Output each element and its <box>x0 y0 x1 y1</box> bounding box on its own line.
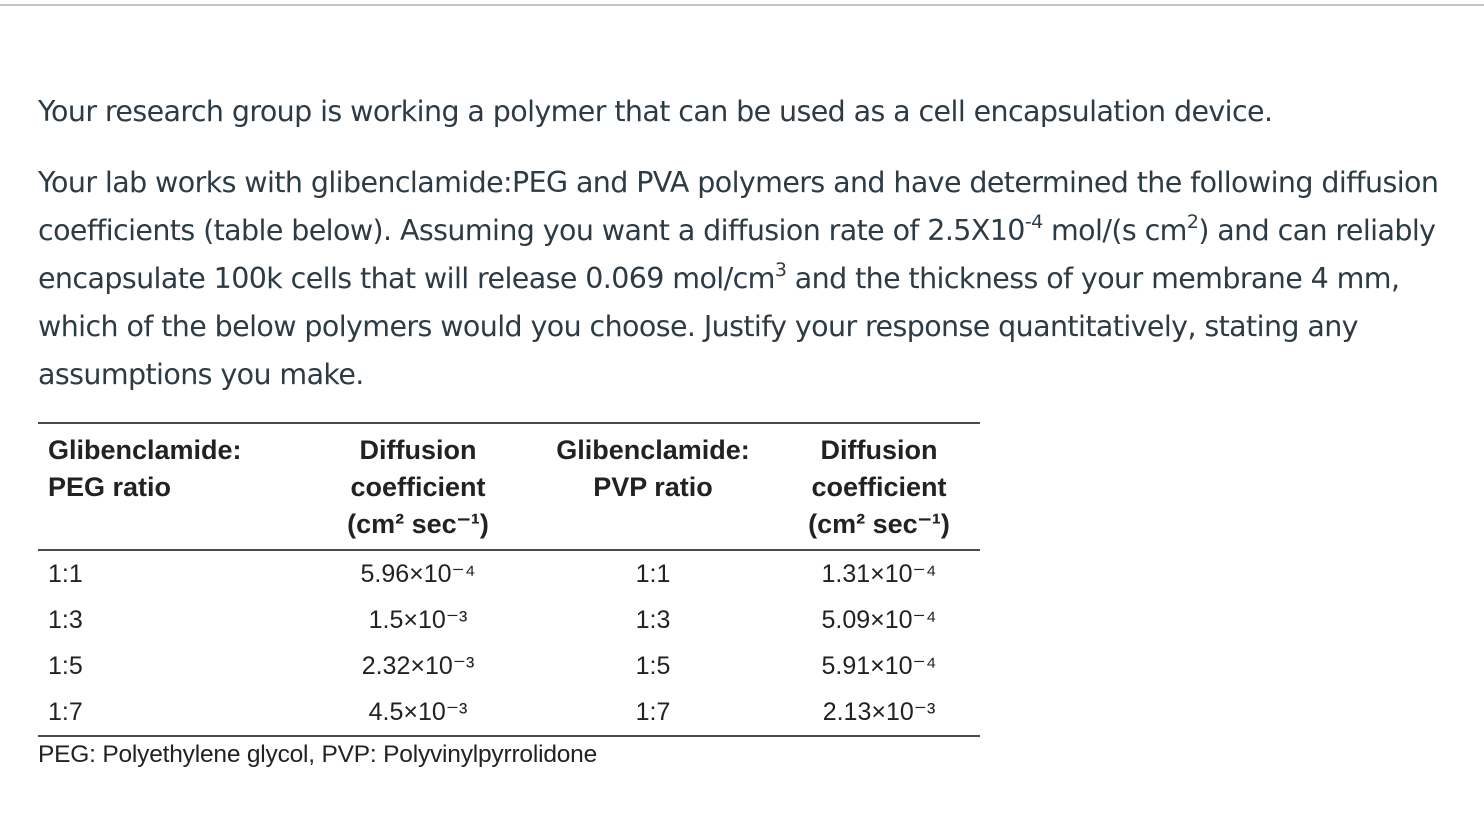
question-part-2: mol/(s cm <box>1042 214 1187 247</box>
peg-coefficient-cell: 4.5×10⁻³ <box>368 698 468 726</box>
header-peg-ratio: Glibenclamide: PEG ratio <box>48 435 242 502</box>
peg-coefficient-cell: 1.5×10⁻³ <box>368 606 468 634</box>
table-row <box>38 597 980 643</box>
intro-paragraph: Your research group is working a polymer that can be used as a cell encapsulation device. <box>38 95 1273 128</box>
question-text <box>38 88 1448 399</box>
pvp-ratio-cell: 1:1 <box>635 559 671 588</box>
pvp-ratio-cell: 1:7 <box>635 697 671 726</box>
exponent-area: 2 <box>1186 211 1199 233</box>
pvp-ratio-cell: 1:3 <box>635 605 671 634</box>
question-part-1: Your lab works with glibenclamide:PEG and PVA polymers and have determined the following diffusion coefficients (table below). Assuming you want a diffusion rate of 2.5X10 <box>38 166 1439 247</box>
peg-ratio-cell: 1:5 <box>48 651 83 680</box>
header-pvp-ratio: Glibenclamide: PVP ratio <box>556 435 750 502</box>
peg-coefficient-cell: 2.32×10⁻³ <box>361 652 475 680</box>
peg-coefficient-cell: 5.96×10⁻⁴ <box>360 560 476 588</box>
exponent-rate: -4 <box>1024 211 1043 233</box>
header-peg-coefficient: Diffusion coefficient (cm² sec⁻¹) <box>347 435 489 539</box>
exponent-volume: 3 <box>774 259 787 281</box>
table-row <box>38 689 980 736</box>
top-divider <box>0 4 1484 6</box>
table-header-row <box>38 423 980 550</box>
peg-ratio-cell: 1:1 <box>48 559 83 588</box>
pvp-ratio-cell: 1:5 <box>635 651 671 680</box>
question-part-4: and the thickness of your membrane 4 mm, which of the below polymers would you choose. Justify your response quantitatively, stating any assumptions you make. <box>38 262 1400 391</box>
pvp-coefficient-cell: 1.31×10⁻⁴ <box>821 560 937 588</box>
header-pvp-coefficient: Diffusion coefficient (cm² sec⁻¹) <box>808 435 950 539</box>
question-part-3: ) and can reliably encapsulate 100k cells that will release 0.069 mol/cm <box>38 214 1436 295</box>
table-row <box>38 550 980 597</box>
pvp-coefficient-cell: 5.09×10⁻⁴ <box>821 606 937 634</box>
pvp-coefficient-cell: 5.91×10⁻⁴ <box>821 652 937 680</box>
table-row <box>38 643 980 689</box>
table-footnote: PEG: Polyethylene glycol, PVP: Polyvinylpyrrolidone <box>38 741 598 768</box>
diffusion-table-figure <box>38 422 980 769</box>
pvp-coefficient-cell: 2.13×10⁻³ <box>822 698 936 726</box>
diffusion-coefficient-table <box>38 422 980 737</box>
question-paragraph <box>38 159 1448 399</box>
peg-ratio-cell: 1:3 <box>48 605 83 634</box>
peg-ratio-cell: 1:7 <box>48 697 83 726</box>
